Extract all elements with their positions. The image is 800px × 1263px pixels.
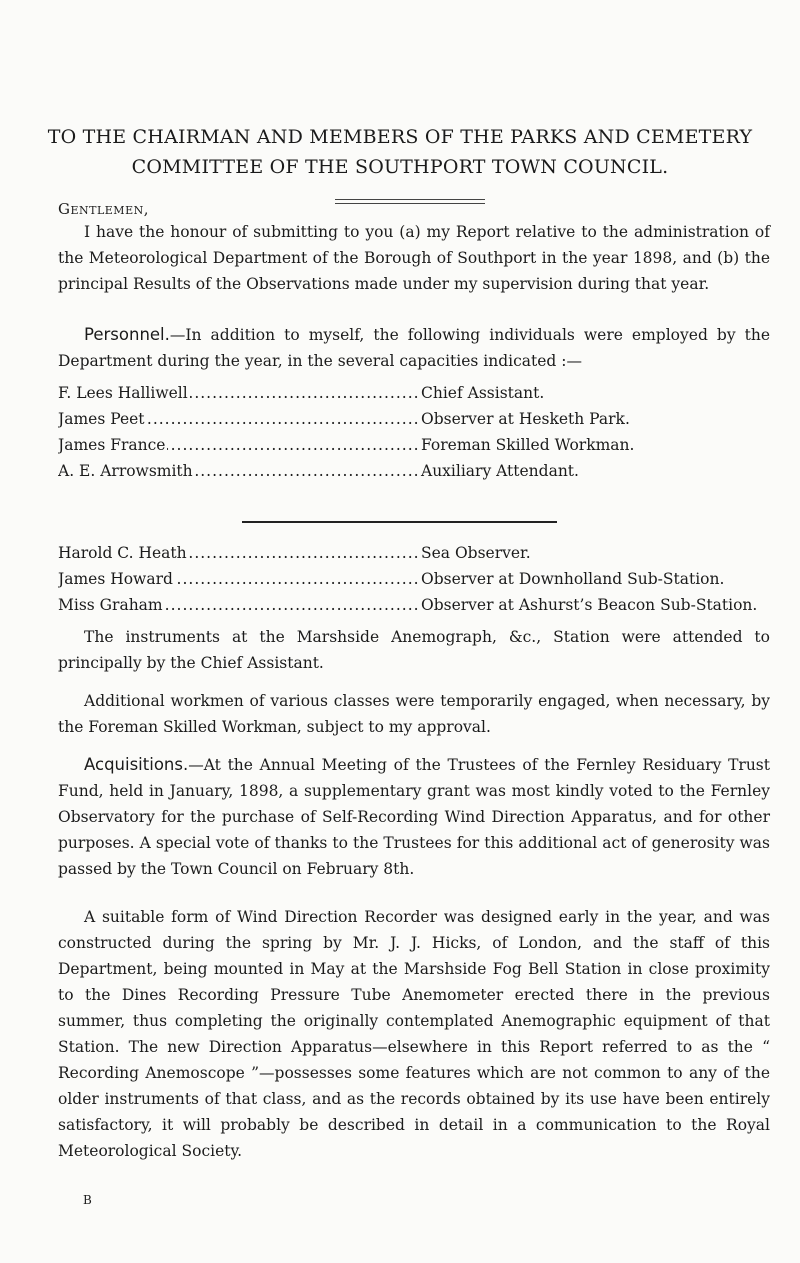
personnel-heading: Personnel. xyxy=(84,325,170,344)
staff-row xyxy=(58,406,634,432)
staff-role: Sea Observer. xyxy=(421,544,531,562)
staff-name: A. E. Arrowsmith xyxy=(58,462,193,480)
staff-divider xyxy=(242,521,557,523)
staff-name: James France xyxy=(58,436,166,454)
title-line-1: TO THE CHAIRMAN AND MEMBERS OF THE PARKS AND CEMETERY xyxy=(47,126,753,148)
signature-mark: B xyxy=(83,1193,92,1207)
staff-row xyxy=(58,540,757,566)
staff-name: James Howard xyxy=(58,570,173,588)
page-title xyxy=(40,122,760,182)
instruments-paragraph: The instruments at the Marshside Anemograph, &c., Station were attended to principally by the Chief Assistant. xyxy=(58,628,770,672)
staff-row xyxy=(58,380,634,406)
staff-row xyxy=(58,458,634,484)
acquisitions-heading: Acquisitions. xyxy=(84,755,189,774)
title-rule-2 xyxy=(335,203,485,204)
staff-name: James Peet xyxy=(58,410,145,428)
staff-row xyxy=(58,592,757,618)
staff-role: Observer at Hesketh Park. xyxy=(421,410,630,428)
workmen-paragraph: Additional workmen of various classes were temporarily engaged, when necessary, by the Foreman Skilled Workman, subject to my approval. xyxy=(58,692,770,736)
staff-role: Foreman Skilled Workman. xyxy=(421,436,635,454)
title-rule xyxy=(335,199,485,200)
staff-role: Chief Assistant. xyxy=(421,384,545,402)
staff-row xyxy=(58,432,634,458)
acquisitions-text: —At the Annual Meeting of the Trustees of the Fernley Residuary Trust Fund, held in January, 1898, a supplementary grant was most kindly voted to the Fernley Observatory for the purchase of Self-Recording Wind Direction Apparatus, and for other purposes. A special vote of thanks to the Trustees for this additional act of generosity was passed by the Town Council on February 8th. xyxy=(58,756,770,878)
staff-role: Observer at Downholland Sub-Station. xyxy=(421,570,725,588)
title-line-2: COMMITTEE OF THE SOUTHPORT TOWN COUNCIL. xyxy=(131,156,669,178)
staff-name: F. Lees Halliwell xyxy=(58,384,188,402)
staff-role: Observer at Ashurst’s Beacon Sub-Station. xyxy=(421,596,758,614)
staff-role: Auxiliary Attendant. xyxy=(421,462,579,480)
personnel-paragraph xyxy=(58,322,770,374)
staff-row xyxy=(58,566,757,592)
staff-name: Miss Graham xyxy=(58,596,163,614)
staff-list-primary xyxy=(58,380,634,484)
staff-list-secondary xyxy=(58,540,757,618)
salutation: Gentlemen, xyxy=(58,200,149,218)
personnel-text: —In addition to myself, the following individuals were employed by the Department during the year, in the several capacities indicated :— xyxy=(58,326,770,370)
staff-name: Harold C. Heath xyxy=(58,544,187,562)
acquisitions-paragraph xyxy=(58,752,770,882)
recorder-paragraph: A suitable form of Wind Direction Recorder was designed early in the year, and was constructed during the spring by Mr. J. J. Hicks, of London, and the staff of this Department, being mounted in May at the Marshside Fog Bell Station in close proximity to the Dines Recording Pressure Tube Anemometer erected there in the previous summer, thus completing the originally contemplated Anemographic equipment of that Station. The new Direction Apparatus—elsewhere in this Report referred to as the “ Recording Anemoscope ”—possesses some features which are not common to any of the older instruments of that class, and as the records obtained by its use have been entirely satisfactory, it will probably be described in detail in a communication to the Royal Meteorological Society. xyxy=(58,908,770,1160)
intro-paragraph: I have the honour of submitting to you (a) my Report relative to the administration of the Meteorological Department of the Borough of Southport in the year 1898, and (b) the principal Results of the Observations made under my supervision during that year. xyxy=(58,223,770,293)
